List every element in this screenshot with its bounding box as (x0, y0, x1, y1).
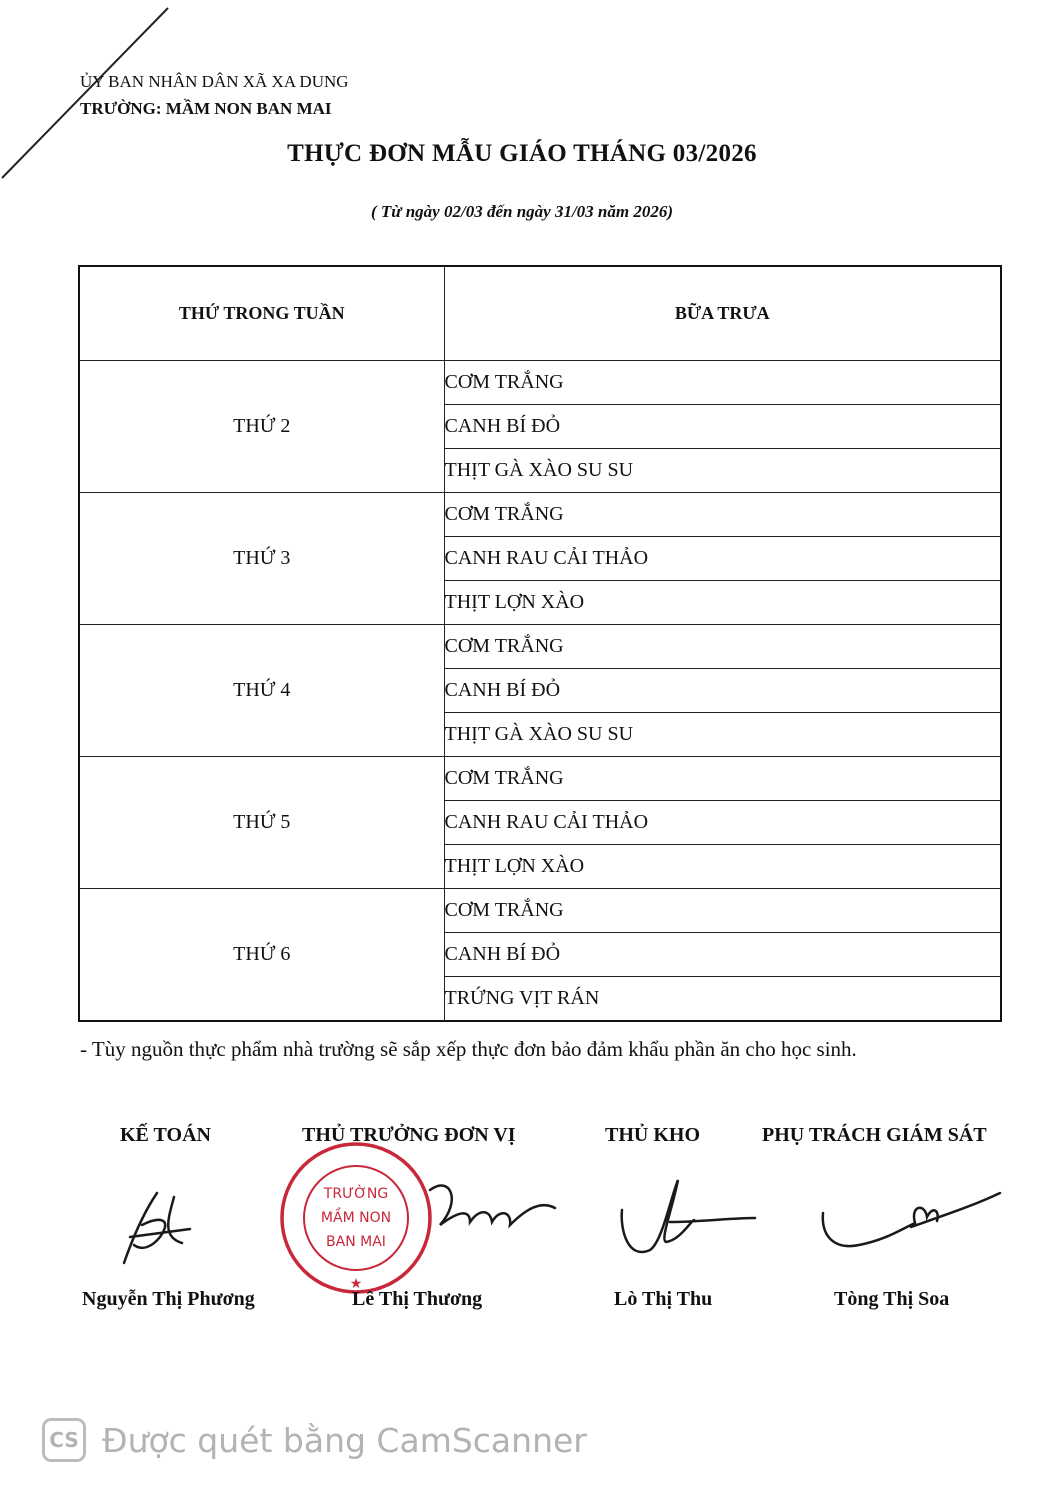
day-cell: THỨ 3 (79, 493, 444, 625)
signature-name-head: Lê Thị Thương (352, 1288, 483, 1310)
header-organization (80, 68, 349, 122)
signature-title-accountant: KẾ TOÁN (120, 1124, 211, 1146)
dish-cell: THỊT LỢN XÀO (444, 845, 1001, 889)
signature-title-supervisor: PHỤ TRÁCH GIÁM SÁT (762, 1124, 987, 1146)
table-row (79, 757, 1001, 801)
dish-cell: CANH RAU CẢI THẢO (444, 537, 1001, 581)
dish-cell: THỊT GÀ XÀO SU SU (444, 713, 1001, 757)
table-header-row (79, 266, 1001, 361)
menu-body (79, 361, 1001, 1022)
dish-cell: CANH BÍ ĐỎ (444, 405, 1001, 449)
dish-cell: CANH BÍ ĐỎ (444, 669, 1001, 713)
dish-cell: CƠM TRẮNG (444, 757, 1001, 801)
signature-name-supervisor: Tòng Thị Soa (834, 1288, 950, 1310)
stamp-line-3: BAN MAI (326, 1234, 386, 1250)
day-cell: THỨ 4 (79, 625, 444, 757)
signature-head (400, 1170, 560, 1250)
table-row (79, 361, 1001, 405)
signature-supervisor (815, 1185, 1005, 1265)
dish-cell: THỊT LỢN XÀO (444, 581, 1001, 625)
org-line: ỦY BAN NHÂN DÂN XÃ XA DUNG (80, 72, 349, 91)
table-row (79, 625, 1001, 669)
stamp-star-icon: ★ (349, 1277, 363, 1292)
dish-cell: CƠM TRẮNG (444, 625, 1001, 669)
dish-cell: CƠM TRẮNG (444, 361, 1001, 405)
signature-name-accountant: Nguyễn Thị Phương (82, 1288, 255, 1310)
table-row (79, 889, 1001, 933)
header-lunch-column: BỮA TRƯA (444, 266, 1001, 361)
stamp-line-1: TRƯỜNG (323, 1186, 389, 1202)
day-cell: THỨ 5 (79, 757, 444, 889)
dish-cell: CANH BÍ ĐỎ (444, 933, 1001, 977)
document-title: THỰC ĐƠN MẪU GIÁO THÁNG 03/2026 (287, 140, 757, 167)
note-text: - Tùy nguồn thực phẩm nhà trường sẽ sắp xếp thực đơn bảo đảm khẩu phần ăn cho học sinh. (80, 1037, 857, 1061)
stamp-line-2: MẦM NON (320, 1210, 392, 1226)
table-row (79, 493, 1001, 537)
camscanner-logo-icon: CS (42, 1418, 86, 1462)
camscanner-watermark (42, 1418, 587, 1462)
document-subtitle: ( Từ ngày 02/03 đến ngày 31/03 năm 2026) (370, 202, 673, 221)
dish-cell: CƠM TRẮNG (444, 493, 1001, 537)
signature-title-head: THỦ TRƯỞNG ĐƠN VỊ (302, 1124, 516, 1146)
watermark-text: Được quét bằng CamScanner (102, 1420, 587, 1460)
signature-name-storekeeper: Lò Thị Thu (614, 1288, 713, 1310)
signature-title-storekeeper: THỦ KHO (605, 1124, 701, 1146)
dish-cell: THỊT GÀ XÀO SU SU (444, 449, 1001, 493)
header-day-column: THỨ TRONG TUẦN (79, 266, 444, 361)
signature-storekeeper (610, 1170, 760, 1270)
day-cell: THỨ 2 (79, 361, 444, 493)
dish-cell: TRỨNG VỊT RÁN (444, 977, 1001, 1022)
school-line: TRƯỜNG: MẦM NON BAN MAI (80, 99, 332, 118)
menu-table (78, 265, 1002, 1022)
day-cell: THỨ 6 (79, 889, 444, 1022)
signature-accountant (112, 1185, 202, 1270)
dish-cell: CANH RAU CẢI THẢO (444, 801, 1001, 845)
dish-cell: CƠM TRẮNG (444, 889, 1001, 933)
